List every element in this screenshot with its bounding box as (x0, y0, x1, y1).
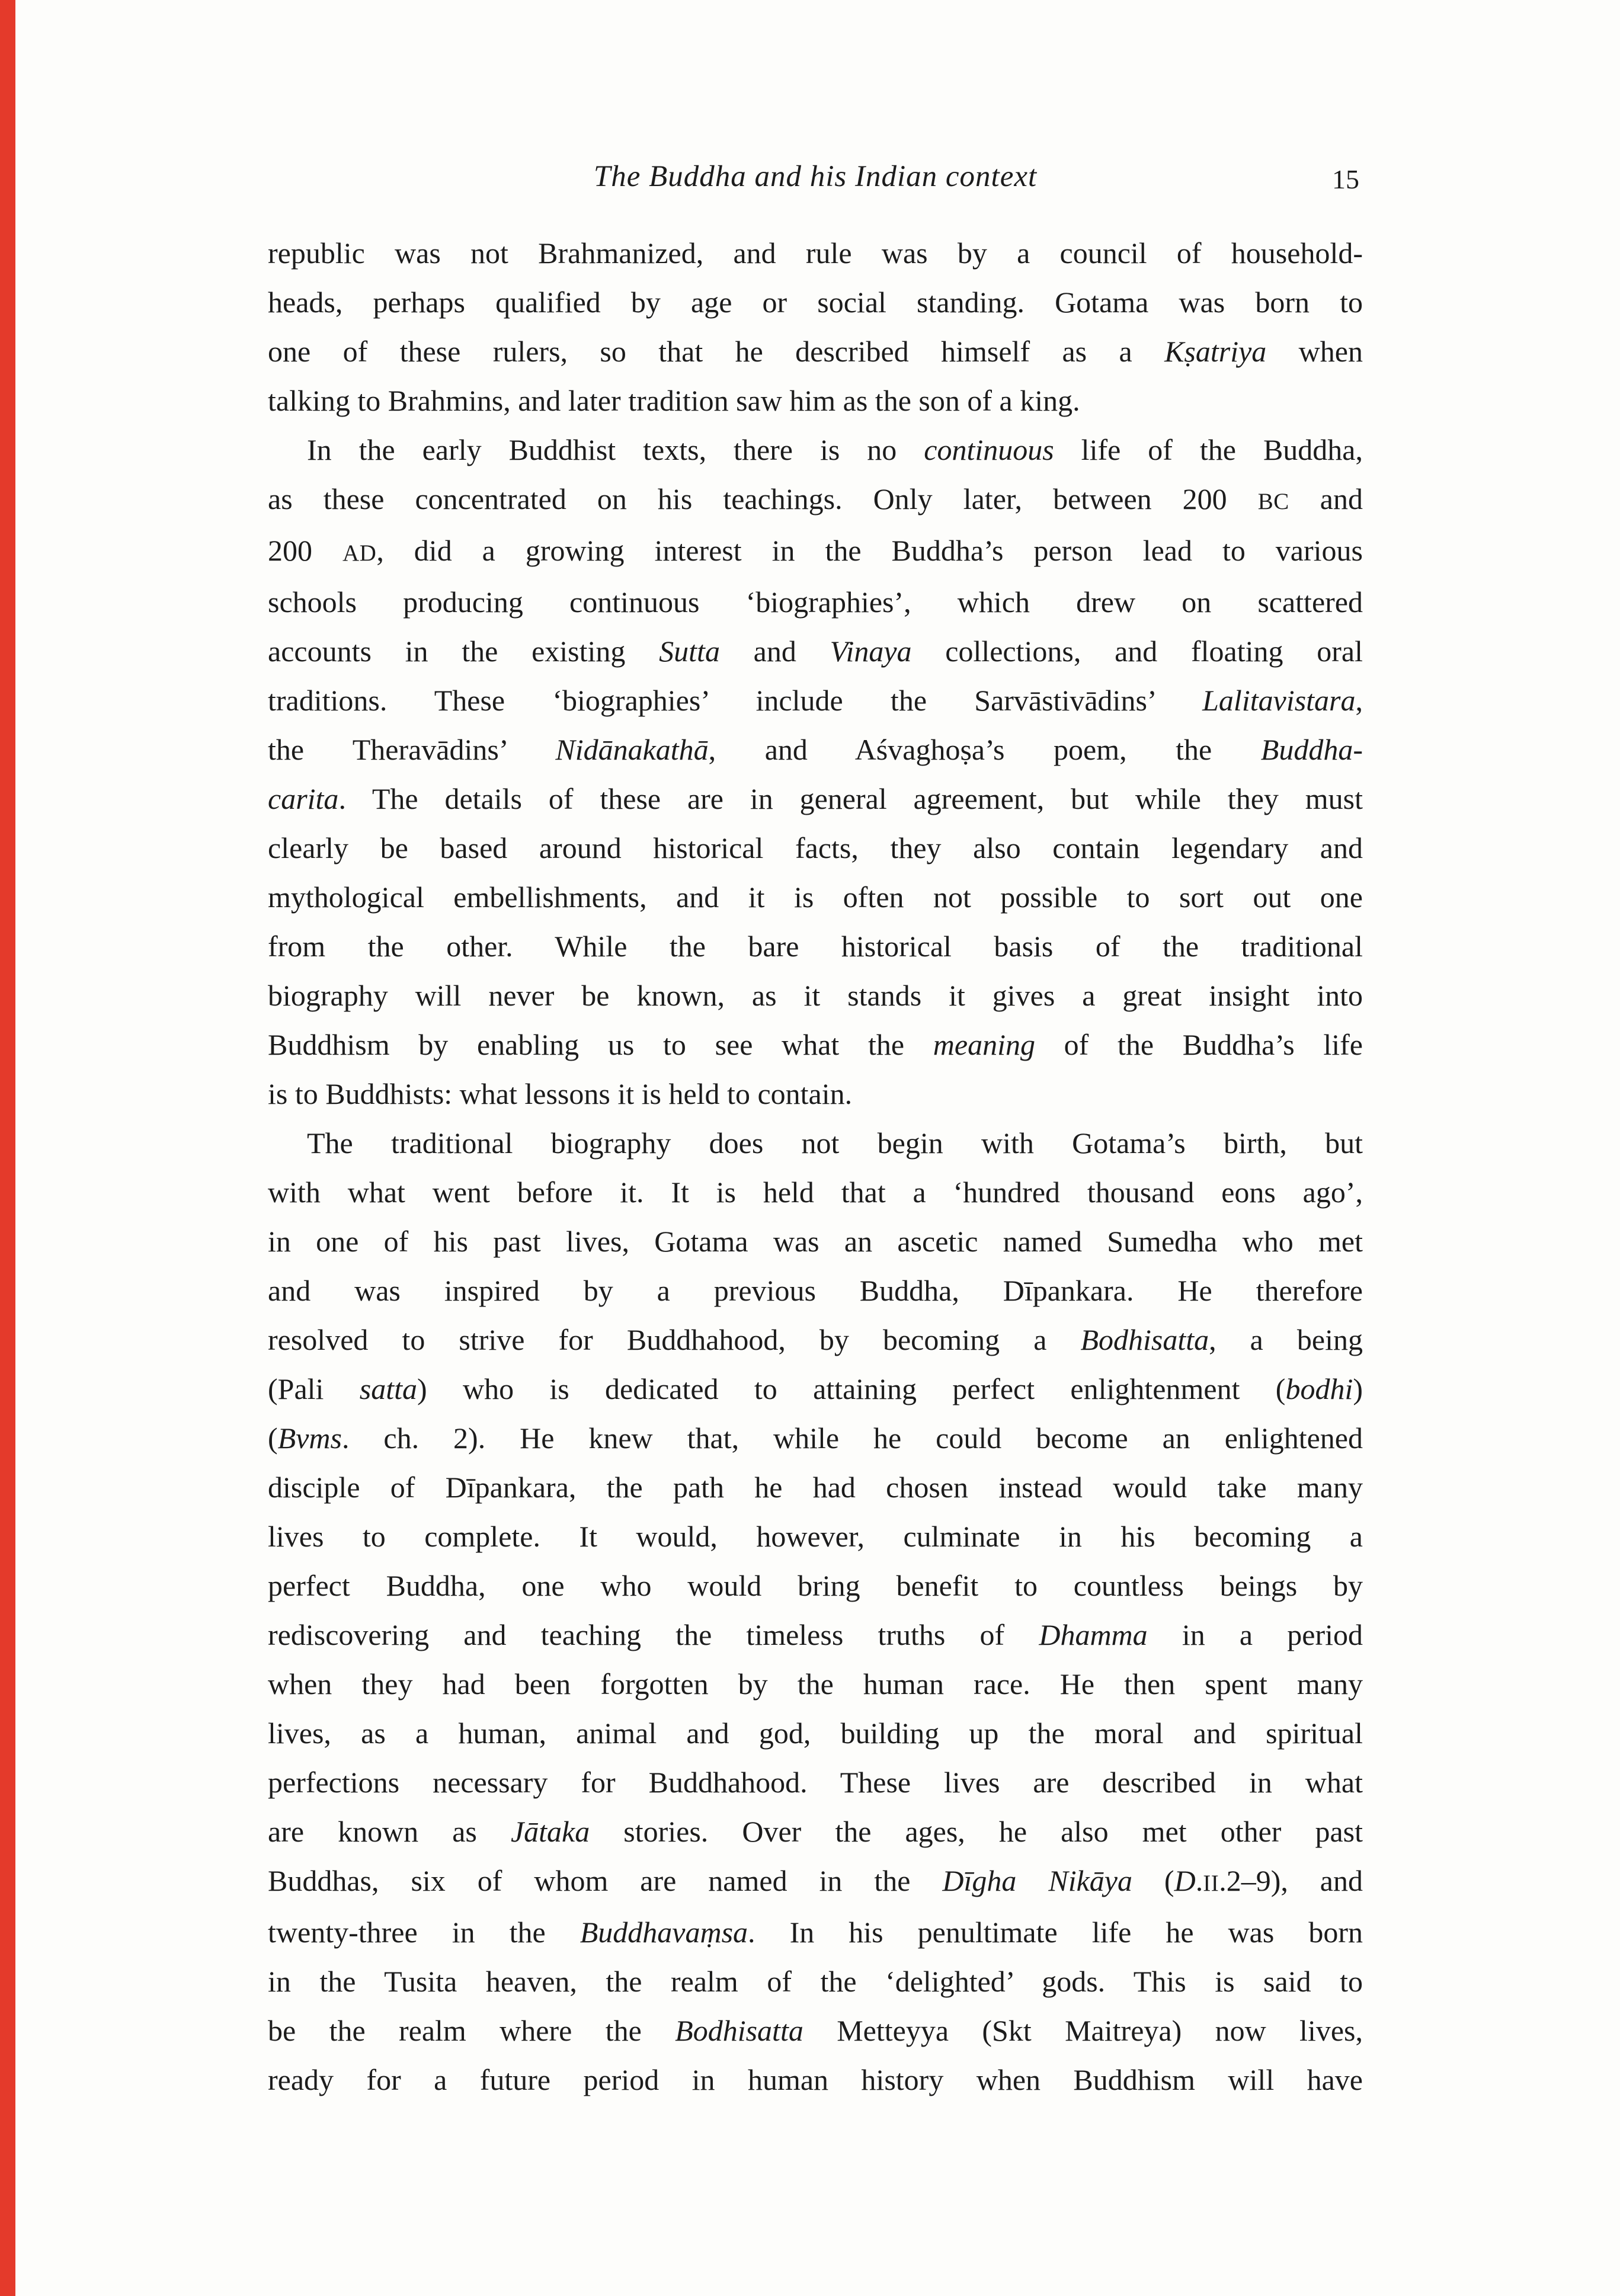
text-line (268, 475, 1363, 526)
body-text: , did a growing interest in the Buddha’s person lead to various (376, 534, 1363, 567)
body-text: with what went before it. It is held that a ‘hundred thousand eons ago’, (268, 1176, 1363, 1209)
body-text: are known as (268, 1815, 511, 1848)
italic-text: Bodhisatta (675, 2014, 803, 2047)
text-line (268, 2055, 1363, 2105)
text-line (268, 1660, 1363, 1709)
body-text: collections, and floating oral (911, 635, 1363, 668)
italic-text: Dīgha Nikāya (942, 1864, 1132, 1897)
body-text: one of these rulers, so that he described himself as a (268, 335, 1165, 368)
text-line (268, 1512, 1363, 1561)
body-text: life of the Buddha, (1054, 433, 1363, 466)
body-text: be the realm where the (268, 2014, 675, 2047)
text-line (268, 922, 1363, 971)
small-caps-text: BC (1257, 489, 1289, 514)
body-text: stories. Over the ages, he also met other past (590, 1815, 1363, 1848)
body-text: , and Aśvaghoṣa’s poem, the (708, 733, 1261, 766)
body-text: resolved to strive for Buddhahood, by becoming a (268, 1323, 1081, 1356)
text-line (268, 1217, 1363, 1266)
body-text: , a being (1209, 1323, 1363, 1356)
text-line (268, 1119, 1363, 1168)
body-text: heads, perhaps qualified by age or social standing. Gotama was born to (268, 286, 1363, 319)
body-text: traditions. These ‘biographies’ include the Sarvāstivādins’ (268, 684, 1203, 717)
text-line (268, 1807, 1363, 1856)
body-text: Buddhism by enabling us to see what the (268, 1028, 933, 1061)
body-text: perfect Buddha, one who would bring benefit to countless beings by (268, 1569, 1363, 1602)
text-line (268, 1365, 1363, 1414)
italic-text: carita (268, 782, 339, 815)
body-text: biography will never be known, as it stands it gives a great insight into (268, 979, 1363, 1012)
body-text: , (1355, 684, 1363, 717)
body-text: lives to complete. It would, however, culminate in his becoming a (268, 1520, 1363, 1553)
body-text: republic was not Brahmanized, and rule was by a council of household- (268, 236, 1363, 270)
body-text: ) (1353, 1372, 1363, 1405)
text-line (268, 578, 1363, 627)
text-line (268, 676, 1363, 725)
italic-text: Bvms (277, 1421, 342, 1455)
text-line (268, 425, 1363, 475)
body-text: Metteyya (Skt Maitreya) now lives, (803, 2014, 1363, 2047)
text-line (268, 1709, 1363, 1758)
italic-text: Dhamma (1039, 1618, 1148, 1651)
body-text: and (719, 635, 830, 668)
italic-text: Vinaya (830, 635, 912, 668)
page-number: 15 (1332, 164, 1359, 194)
body-text: . (1195, 1864, 1203, 1897)
body-text: . The details of these are in general agreement, but while they must (338, 782, 1363, 815)
body-text: disciple of Dīpankara, the path he had chosen instead would take many (268, 1471, 1363, 1504)
body-text: rediscovering and teaching the timeless truths of (268, 1618, 1039, 1651)
text-line (268, 725, 1363, 774)
body-text: when they had been forgotten by the human race. He then spent many (268, 1667, 1363, 1701)
running-header (268, 153, 1363, 206)
text-block (268, 229, 1363, 2105)
body-text: in the Tusita heaven, the realm of the ‘delighted’ gods. This is said to (268, 1965, 1363, 1998)
body-text: (Pali (268, 1372, 360, 1405)
body-text: ( (268, 1421, 278, 1455)
text-line (268, 1069, 1363, 1119)
italic-text: Nidānakathā (555, 733, 709, 766)
text-line (268, 327, 1363, 376)
italic-text: Kṣatriya (1164, 335, 1267, 368)
text-line (268, 774, 1363, 824)
text-line (268, 627, 1363, 676)
text-line (268, 1414, 1363, 1463)
body-text: in a period (1147, 1618, 1363, 1651)
text-line (268, 1020, 1363, 1069)
italic-text: Jātaka (510, 1815, 590, 1848)
body-text: accounts in the existing (268, 635, 659, 668)
text-line (268, 1856, 1363, 1908)
text-line (268, 278, 1363, 327)
body-text: lives, as a human, animal and god, building up the moral and spiritual (268, 1717, 1363, 1750)
text-line (268, 1561, 1363, 1610)
body-text: . In his penultimate life he was born (748, 1916, 1363, 1949)
body-text: perfections necessary for Buddhahood. These lives are described in what (268, 1766, 1363, 1799)
running-header-title: The Buddha and his Indian context (593, 160, 1038, 193)
body-text: Buddhas, six of whom are named in the (268, 1864, 943, 1897)
body-text: schools producing continuous ‘biographies’, which drew on scattered (268, 585, 1363, 619)
body-text: talking to Brahmins, and later tradition saw him as the son of a king. (268, 384, 1080, 417)
text-line (268, 1908, 1363, 1957)
italic-text: bodhi (1285, 1372, 1353, 1405)
text-line (268, 824, 1363, 873)
body-text: ( (1132, 1864, 1174, 1897)
body-text: clearly be based around historical facts, they also contain legendary and (268, 831, 1363, 864)
body-text: ) who is dedicated to attaining perfect enlightenment ( (417, 1372, 1286, 1405)
text-line (268, 1610, 1363, 1660)
italic-text: Bodhisatta (1080, 1323, 1209, 1356)
red-page-edge-stripe (0, 0, 15, 2296)
body-text: The traditional biography does not begin with Gotama’s birth, but (307, 1126, 1363, 1160)
text-line (268, 1957, 1363, 2006)
text-line (268, 971, 1363, 1020)
body-text: from the other. While the bare historical basis of the traditional (268, 930, 1363, 963)
text-line (268, 1315, 1363, 1365)
body-text: twenty-three in the (268, 1916, 580, 1949)
text-line (268, 1266, 1363, 1315)
text-line (268, 1758, 1363, 1807)
body-text: 200 (268, 534, 342, 567)
body-text: is to Buddhists: what lessons it is held to contain. (268, 1077, 853, 1110)
body-text: and (1289, 482, 1363, 515)
body-text: mythological embellishments, and it is often not possible to sort out one (268, 880, 1363, 914)
italic-text: Lalitavistara (1202, 684, 1356, 717)
italic-text: Buddhavaṃsa (580, 1916, 748, 1949)
text-line (268, 2006, 1363, 2055)
body-text: .2–9), and (1219, 1864, 1363, 1897)
body-text: in one of his past lives, Gotama was an ascetic named Sumedha who met (268, 1225, 1363, 1258)
body-text: of the Buddha’s life (1035, 1028, 1363, 1061)
small-caps-text: AD (342, 540, 377, 566)
italic-text: continuous (924, 433, 1054, 466)
body-text: In the early Buddhist texts, there is no (307, 433, 924, 466)
italic-text: Buddha- (1260, 733, 1363, 766)
body-text: when (1266, 335, 1363, 368)
body-text: . ch. 2). He knew that, while he could become an enlightened (341, 1421, 1363, 1455)
body-text: as these concentrated on his teachings. Only later, between 200 (268, 482, 1258, 515)
text-line (268, 376, 1363, 425)
small-caps-text: II (1203, 1871, 1219, 1896)
text-line (268, 873, 1363, 922)
body-text: and was inspired by a previous Buddha, Dīpankara. He therefore (268, 1274, 1363, 1307)
italic-text: meaning (933, 1028, 1035, 1061)
italic-text: Sutta (659, 635, 720, 668)
italic-text: D (1174, 1864, 1196, 1897)
italic-text: satta (359, 1372, 417, 1405)
body-text: ready for a future period in human history when Buddhism will have (268, 2063, 1363, 2096)
text-line (268, 526, 1363, 578)
body-text: the Theravādins’ (268, 733, 556, 766)
text-line (268, 1463, 1363, 1512)
text-line (268, 229, 1363, 278)
text-line (268, 1168, 1363, 1217)
